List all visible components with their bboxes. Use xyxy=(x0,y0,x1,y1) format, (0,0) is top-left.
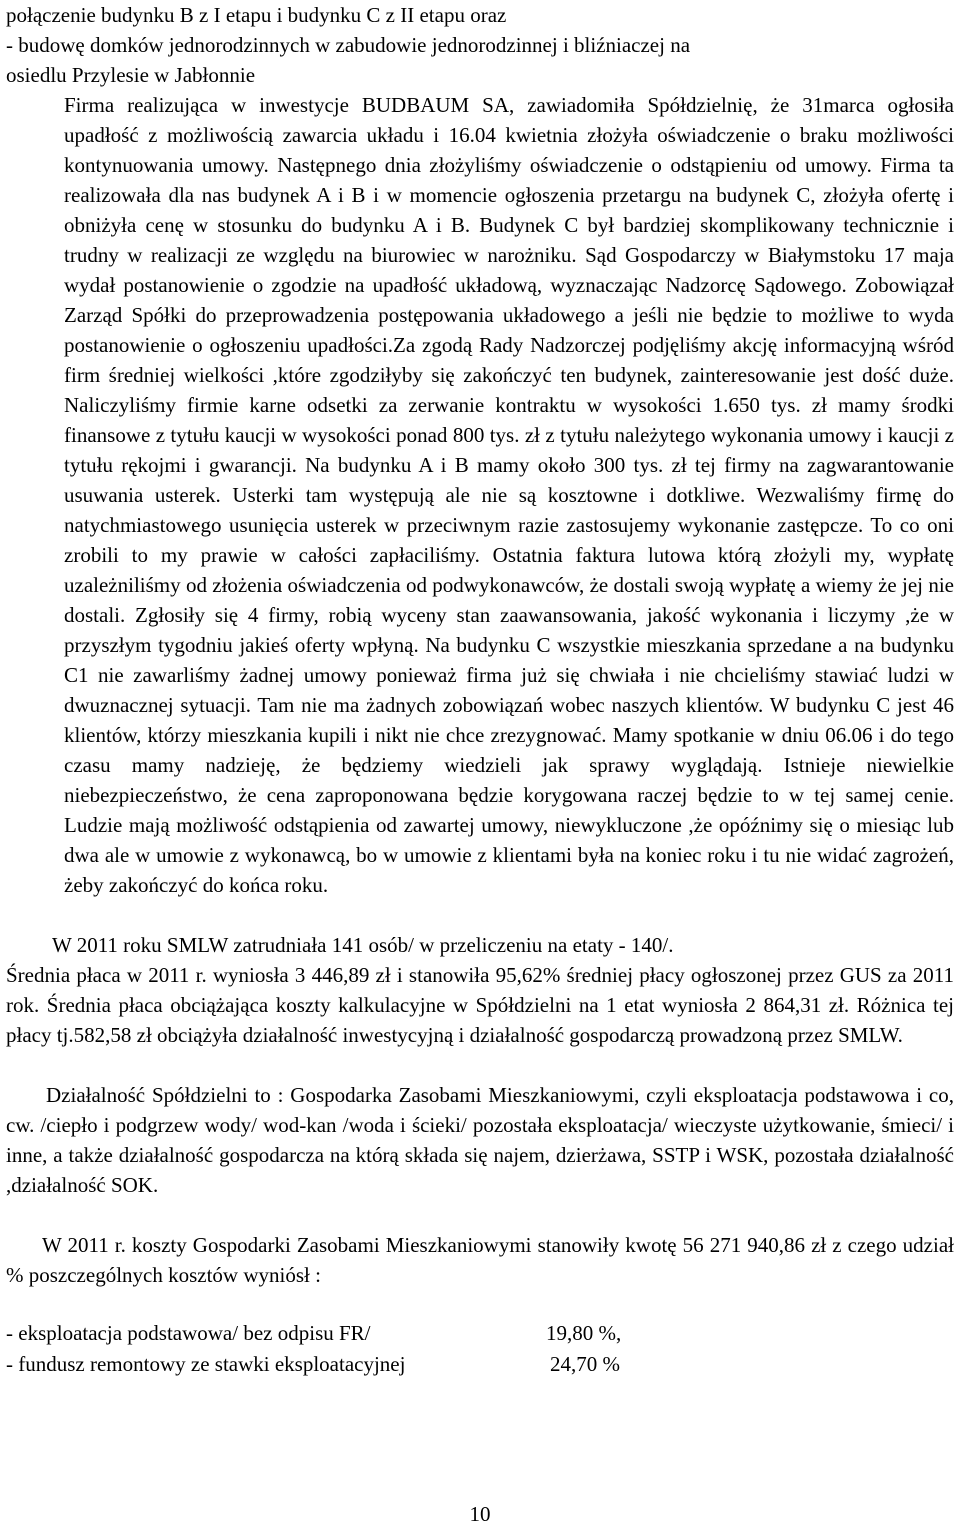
spacer xyxy=(6,900,954,930)
paragraph-activities-text: Działalność Spółdzielni to : Gospodarka Zasobami Mieszkaniowymi, czyli eksploatacja podstawowa i co, cw. /ciepło i podgrzew wody/ wod-kan /woda i ścieki/ pozostała eksploatacja/ wieczyste użytkowanie, śmieci/ i inne, a także działalność gospodarcza na którą składa się najem, dzierżawa, SSTP i WSK, pozostała działalność ,działalność SOK. xyxy=(6,1083,954,1197)
paragraph-activities xyxy=(6,1080,954,1200)
paragraph-budbaum-text: Firma realizująca w inwestycje BUDBAUM SA, zawiadomiła Spółdzielnię, że 31marca ogłosiła upadłość z możliwością zawarcia układu i 16.04 kwietnia złożyła oświadczenie o braku możliwości kontynuowania umowy. Następnego dnia złożyliśmy oświadczenie o odstąpieniu od umowy. Firma ta realizowała dla nas budynek A i B i w momencie ogłoszenia przetargu na budynek C, złożyła ofertę i obniżyła cenę w stosunku do budynku A i B. Budynek C był bardziej skomplikowany technicznie i trudny w realizacji ze względu na biurowiec w narożniku. Sąd Gospodarczy w Białymstoku 17 maja wydał postanowienie o zgodzie na upadłość układową, wyznaczając Nadzorcę Sądowego. Zobowiązał Zarząd Spółki do przeprowadzenia postępowania układowego a jeśli nie będzie to możliwe to wyda postanowienie o ogłoszeniu upadłości.Za zgodą Rady Nadzorczej podjęliśmy akcję informacyjną wśród firm średniej wielkości ,które zgodziłyby się zakończyć ten budynek, zainteresowanie jest dość duże. Naliczyliśmy firmie karne odsetki za zerwanie kontraktu w wysokości 1.650 tys. zł mamy środki finansowe z tytułu kaucji w wysokości ponad 800 tys. zł z tytułu należytego wykonania umowy i kaucji z tytułu rękojmi i gwarancji. Na budynku A i B mamy około 300 tys. zł tej firmy na zagwarantowanie usuwania usterek. Usterki tam występują ale nie są kosztowne i dotkliwe. Wezwaliśmy firmę do natychmiastowego usunięcia usterek w przeciwnym razie zastosujemy wykonanie zastępcze. To co oni zrobili to my prawie w całości zapłaciliśmy. Ostatnia faktura lutowa którą złożyli my, wypłatę uzależniliśmy od złożenia oświadczenia od podwykonawców, że dostali swoją wypłatę a wiemy że jej nie dostali. Zgłosiły się 4 firmy, robią wyceny stan zaawansowania, jakość wykonania i liczymy ,że w przyszłym tygodniu jakieś oferty wpłyną. Na budynku C wszystkie mieszkania sprzedane a na budynku C1 nie zawarliśmy żadnej umowy ponieważ firma już się chwiała i nie chcieliśmy stawiać ludzi w dwuznacznej sytuacji. Tam nie ma żadnych zobowiązań wobec naszych klientów. W budynku C jest 46 klientów, którzy mieszkania kupili i nikt nie chce zrezygnować. Mamy spotkanie w dniu 06.06 i do tego czasu mamy nadzieję, że będziemy wiedzieli jak sprawy wyglądają. Istnieje niewielkie niebezpieczeństwo, że cena zaproponowana będzie korygowana raczej będzie to w tej samej cenie. Ludzie mają możliwość odstąpienia od zawartej umowy, niewykluczone ,że opóźnimy się o miesiąc lub dwa ale w umowie z wykonawcą, bo w umowie z klientami była na koniec roku i tu nie widać zagrożeń, żeby zakończyć do końca roku. xyxy=(64,93,954,897)
list-item xyxy=(6,1318,954,1349)
paragraph-costs xyxy=(6,1230,954,1290)
list-item-label: - fundusz remontowy ze stawki eksploatacyjnej xyxy=(6,1352,406,1376)
list-item-label: - eksploatacja podstawowa/ bez odpisu FR/ xyxy=(6,1321,371,1345)
intro-line-3: osiedlu Przylesie w Jabłonnie xyxy=(6,63,256,87)
spacer xyxy=(6,1200,954,1230)
document-page xyxy=(6,0,954,1380)
intro-line-1: połączenie budynku B z I etapu i budynku C z II etapu oraz xyxy=(6,3,507,27)
paragraph-salary: Średnia płaca w 2011 r. wyniosła 3 446,89 zł i stanowiła 95,62% średniej płacy ogłoszonej przez GUS za 2011 rok. Średnia płaca obciążająca koszty kalkulacyjne w Spółdzielni na 1 etat wyniosła 2 864,31 zł. Różnica tej płacy tj.582,58 zł obciążyła działalność inwestycyjną i działalność gospodarczą prowadzoną przez SMLW. xyxy=(6,963,954,1047)
paragraph-budbaum xyxy=(6,90,954,900)
spacer xyxy=(6,1290,954,1318)
list-item-value: 19,80 %, xyxy=(546,1321,622,1345)
paragraph-employment-first-line: W 2011 roku SMLW zatrudniała 141 osób/ w przeliczeniu na etaty - 140/. xyxy=(52,933,674,957)
paragraph-costs-text: W 2011 r. koszty Gospodarki Zasobami Mieszkaniowymi stanowiły kwotę 56 271 940,86 zł z czego udział % poszczególnych kosztów wyniósł : xyxy=(6,1233,954,1287)
page-number: 10 xyxy=(469,1502,491,1526)
list-item xyxy=(6,1349,954,1380)
intro-line-2: - budowę domków jednorodzinnych w zabudowie jednorodzinnej i bliźniaczej na xyxy=(6,33,691,57)
list-item-value: 24,70 % xyxy=(550,1352,620,1376)
spacer xyxy=(6,1050,954,1080)
